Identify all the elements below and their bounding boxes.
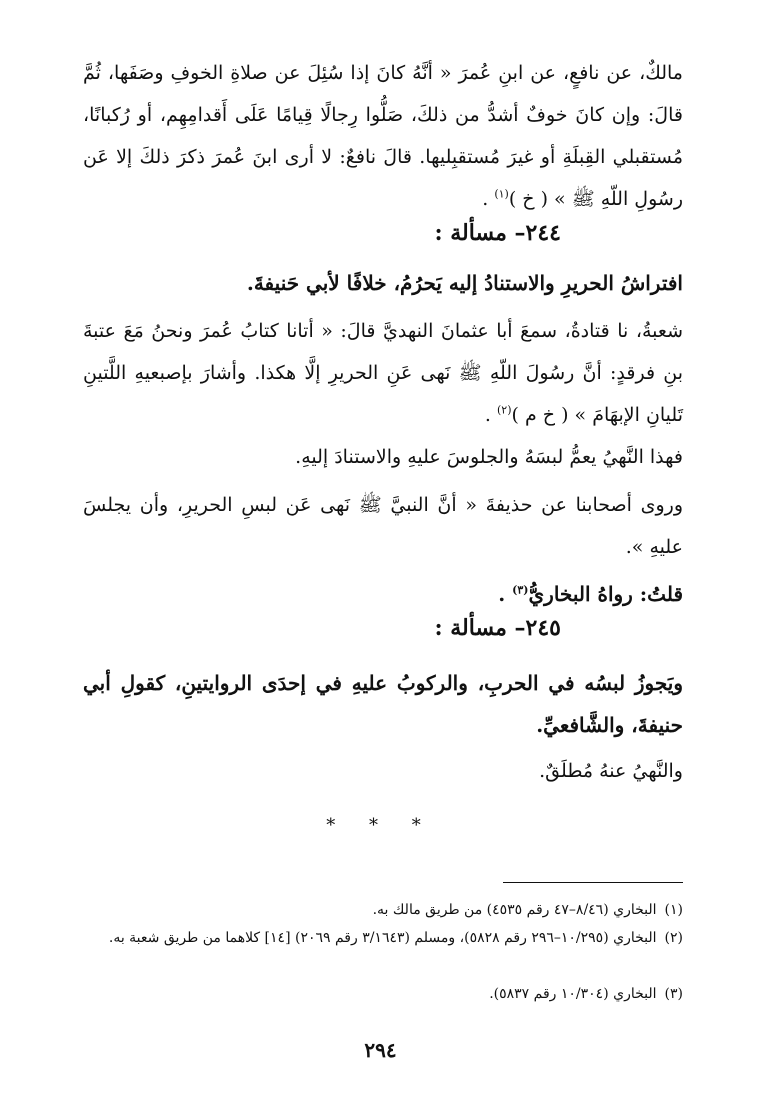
footnote-ref-2[interactable]: (٢) — [497, 403, 512, 417]
footnote-3: (٣)البخاري (١٠/٣٠٤ رقم ٥٨٣٧). — [489, 986, 683, 1002]
section-divider-stars: * * * — [326, 815, 435, 836]
issue-244-heading: ٢٤٤– مسألة : — [434, 220, 561, 246]
footnote-number: (٢) — [664, 930, 683, 946]
footnote-number: (٣) — [664, 986, 683, 1002]
page-number: ٢٩٤ — [364, 1038, 397, 1062]
footnote-2: (٢)البخاري (١٠/٢٩٥–٢٩٦ رقم ٥٨٢٨)، ومسلم (٣/١٦٤٣ رقم ٢٠٦٩) [١٤] كلاهما من طريق شعبة به. — [108, 930, 683, 946]
hadith-shuba-paragraph: شعبةُ، نا قتادةُ، سمعَ أبا عثمانَ النهديَّ قالَ: « أتانا كتابُ عُمرَ ونحنُ مَعَ عتبةَ بنِ فرقدٍ: أنَّ رسُولَ اللّهِ ﷺ نَهى عَنِ الحريرِ إلَّا هكذا. وأشارَ بإصبعيهِ اللَّتينِ تَليانِ الإبهَامَ » ( خ م )$^{(٢)}$ . — [83, 320, 683, 426]
footnote-ref-3[interactable]: (٣) — [512, 583, 529, 597]
footnote-1: (١)البخاري (٨/٤٦–٤٧ رقم ٤٥٣٥) من طريق مالك به. — [372, 902, 683, 918]
prohibition-paragraph: فهذا النَّهيُ يعمُّ لبسَهُ والجلوسَ عليهِ والاستنادَ إليهِ. — [295, 446, 683, 468]
footnote-ref-1[interactable]: (١) — [494, 187, 509, 201]
issue-244-statement: افتراشُ الحريرِ والاستنادُ إليه يَحرُمُ، خلافًا لأبي حَنيفةَ. — [246, 271, 683, 295]
bukhari-note-paragraph: قلتُ: رواهُ البخاريُّ$^{(٣)}$ . — [498, 582, 683, 606]
hudhayfa-paragraph: وروى أصحابنا عن حذيفةَ « أنَّ النبيَّ ﷺ نَهى عَن لبسِ الحريرِ، وأن يجلسَ عليهِ ». — [83, 494, 683, 558]
hadith-malik-paragraph: مالكٌ، عن نافعٍ، عن ابنِ عُمرَ « أنَّهُ كانَ إذا سُئِلَ عن صلاةِ الخوفِ وصَفَها، ثُمَّ قالَ: وإن كانَ خوفٌ أشدُّ من ذلكَ، صَلُّوا رِجالًا قِيامًا عَلَى أَقدامِهِم، أو رُكبانًا، مُستقبلي القِبلَةِ أو غيرَ مُستقبِليها. قالَ نافعٌ: لا أرى ابنَ عُمرَ ذكرَ ذلكَ إلا عَن رسُولِ اللّهِ ﷺ » ( خ )$^{(١)}$ . — [83, 62, 683, 210]
footnote-number: (١) — [664, 902, 683, 918]
issue-245-statement: ويَجوزُ لبسُه في الحربِ، والركوبُ عليهِ في إحدَى الروايتينِ، كقولِ أبي حنيفةَ، والشَّافعيِّ. — [83, 671, 683, 737]
footnote-separator — [503, 882, 683, 883]
absolute-prohibition-paragraph: والنَّهيُ عنهُ مُطلَقٌ. — [539, 760, 683, 782]
issue-245-heading: ٢٤٥– مسألة : — [434, 615, 561, 641]
